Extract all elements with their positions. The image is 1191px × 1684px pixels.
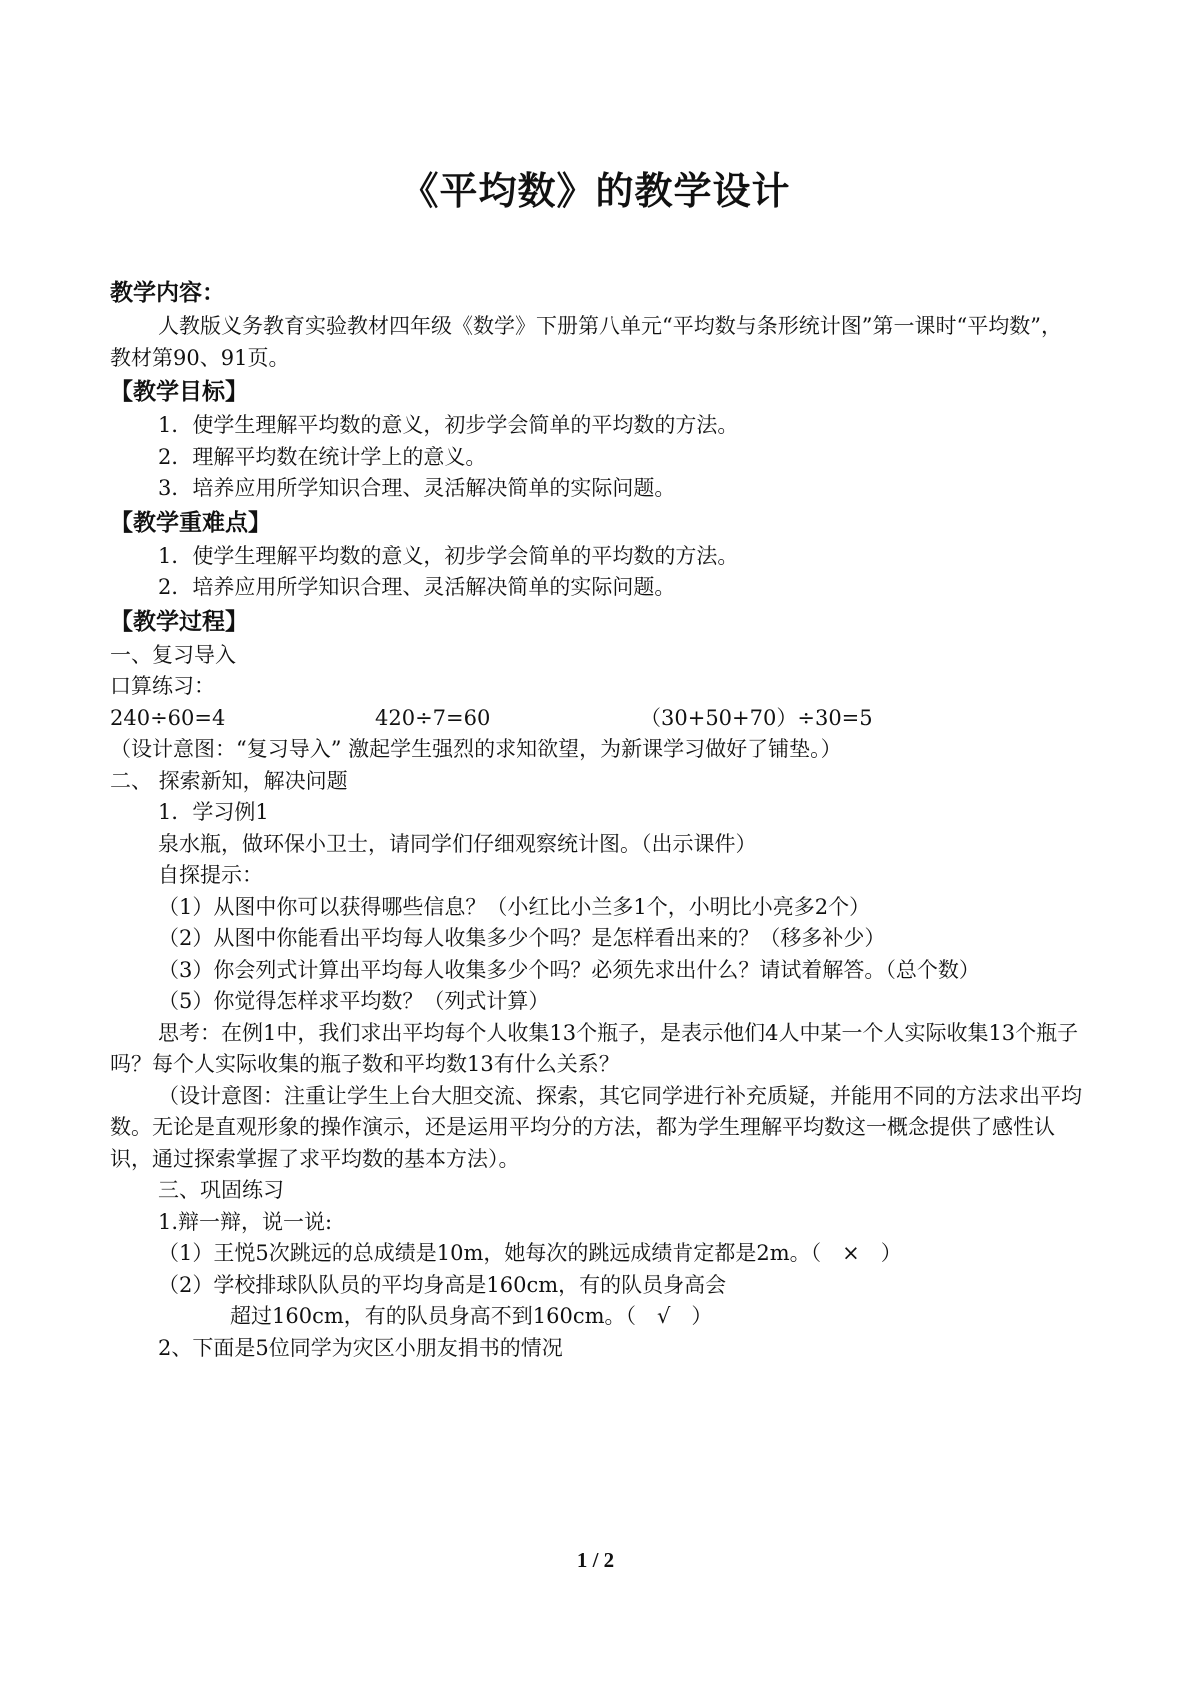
hint-item: （1）从图中你可以获得哪些信息？（小红比小兰多1个，小明比小亮多2个） bbox=[158, 894, 871, 919]
exercise-item: （2）学校排球队队员的平均身高是160cm，有的队员身高会 bbox=[158, 1272, 727, 1297]
key-point-item: 2．培养应用所学知识合理、灵活解决简单的实际问题。 bbox=[158, 575, 676, 599]
hint-item: （5）你觉得怎样求平均数？（列式计算） bbox=[158, 989, 550, 1013]
page-number: 1 / 2 bbox=[576, 1548, 615, 1572]
exercise-title: 1.辩一辩，说一说: bbox=[158, 1209, 333, 1234]
document-body bbox=[110, 275, 1082, 1364]
calc-item: 420÷7=60 bbox=[375, 705, 491, 730]
design-note: （设计意图：注重让学生上台大胆交流、探索，其它同学进行补充质疑，并能用不同的方法求出平均数。无论是直观形象的操作演示，还是运用平均分的方法，都为学生理解平均数这一概念提供了感性认识，通过探索掌握了求平均数的基本方法）。 bbox=[110, 1083, 1082, 1171]
goal-item: 3．培养应用所学知识合理、灵活解决简单的实际问题。 bbox=[158, 476, 676, 500]
hint-item: （2）从图中你能看出平均每人收集多少个吗？是怎样看出来的？（移多补少） bbox=[158, 926, 886, 950]
hint-label: 自探提示： bbox=[158, 863, 263, 887]
exercise-item-continued: 超过160cm，有的队员身高不到160cm。（ √ ） bbox=[230, 1304, 713, 1328]
part1-title: 一、复习导入 bbox=[110, 642, 236, 667]
section-heading-process: 【教学过程】 bbox=[110, 608, 248, 635]
goal-item: 2．理解平均数在统计学上的意义。 bbox=[158, 444, 487, 469]
oral-calc-row bbox=[110, 703, 1082, 735]
part3-title: 三、巩固练习 bbox=[158, 1178, 284, 1202]
example-title: 1．学习例1 bbox=[158, 800, 269, 824]
exercise-item: （1）王悦5次跳远的总成绩是10m，她每次的跳远成绩肯定都是2m。（ × ） bbox=[158, 1241, 902, 1265]
example-description: 泉水瓶，做环保小卫士，请同学们仔细观察统计图。（出示课件） bbox=[158, 831, 757, 856]
think-paragraph: 思考：在例1中，我们求出平均每个人收集13个瓶子，是表示他们4人中某一个人实际收集13个瓶子吗？每个人实际收集的瓶子数和平均数13有什么关系？ bbox=[110, 1020, 1079, 1076]
section-heading-goals: 【教学目标】 bbox=[110, 379, 248, 405]
content-paragraph: 人教版义务教育实验教材四年级《数学》下册第八单元“平均数与条形统计图”第一课时“平均数”，教材第90、91页。 bbox=[110, 314, 1062, 370]
page-title: 《平均数》的教学设计 bbox=[400, 169, 791, 213]
hint-item: （3）你会列式计算出平均每人收集多少个吗？必须先求出什么？请试着解答。（总个数） bbox=[158, 957, 980, 982]
section-heading-key-points: 【教学重难点】 bbox=[110, 509, 271, 536]
calc-item: 240÷60=4 bbox=[110, 705, 226, 730]
calc-item: （30+50+70）÷30=5 bbox=[640, 705, 873, 730]
exercise-title: 2、下面是5位同学为灾区小朋友捐书的情况 bbox=[158, 1335, 563, 1360]
key-point-item: 1．使学生理解平均数的意义，初步学会简单的平均数的方法。 bbox=[158, 543, 739, 568]
design-note: （设计意图：“复习导入” 激起学生强烈的求知欲望，为新课学习做好了铺垫。） bbox=[110, 737, 842, 761]
section-heading-content: 教学内容： bbox=[110, 280, 225, 306]
oral-calc-label: 口算练习： bbox=[110, 674, 215, 698]
goal-item: 1．使学生理解平均数的意义，初步学会简单的平均数的方法。 bbox=[158, 413, 739, 437]
part2-title: 二、 探索新知，解决问题 bbox=[110, 768, 348, 793]
